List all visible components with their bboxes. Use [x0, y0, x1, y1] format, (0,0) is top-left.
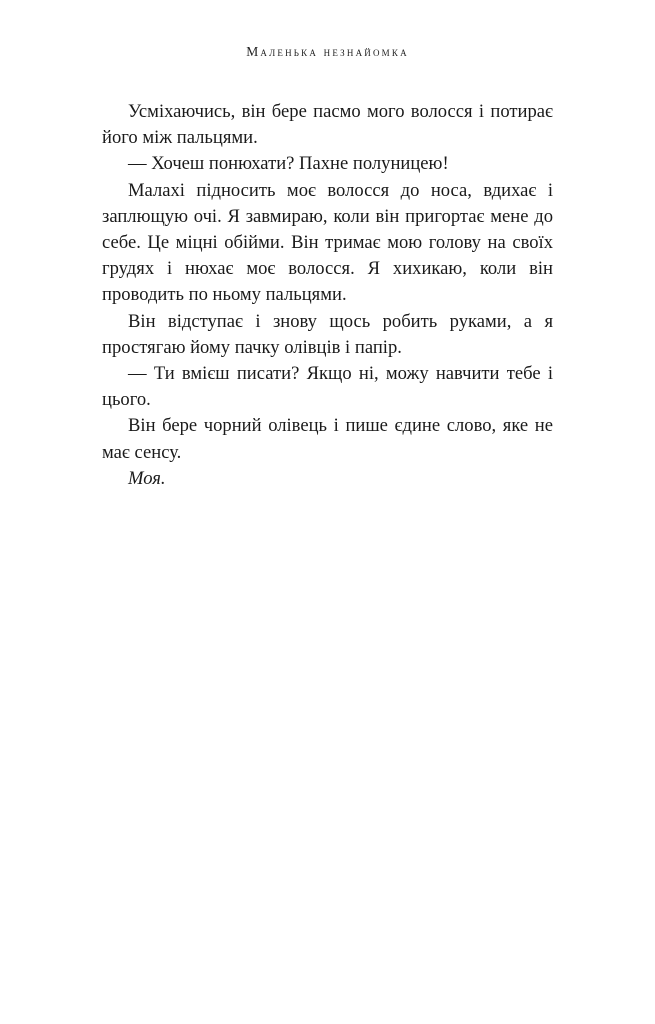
paragraph: Малахі підносить моє волосся до носа, вдихає і заплющую очі. Я завмираю, коли він пригортає мене до себе. Це міцні обійми. Він тримає мою голову на своїх грудях і нюхає моє волосся. Я хихикаю, коли він проводить по ньому пальцями. — [102, 179, 553, 306]
dialogue-line: — Хочеш понюхати? Пахне полуницею! — [128, 153, 449, 175]
running-head-title: Маленька незнайомка — [246, 44, 409, 59]
dialogue-line: — Ти вмієш писати? Якщо ні, можу навчити тебе і цього. — [102, 363, 553, 411]
body-text — [102, 99, 553, 492]
paragraph: Він відступає і знову щось робить руками, а я простягаю йому пачку олівців і папір. — [102, 310, 553, 358]
paragraph: Усміхаючись, він бере пасмо мого волосся і потирає його між пальцями. — [102, 101, 553, 149]
paragraph: Він бере чорний олівець і пише єдине слово, яке не має сенсу. — [102, 415, 553, 463]
written-word: Моя. — [128, 467, 166, 489]
